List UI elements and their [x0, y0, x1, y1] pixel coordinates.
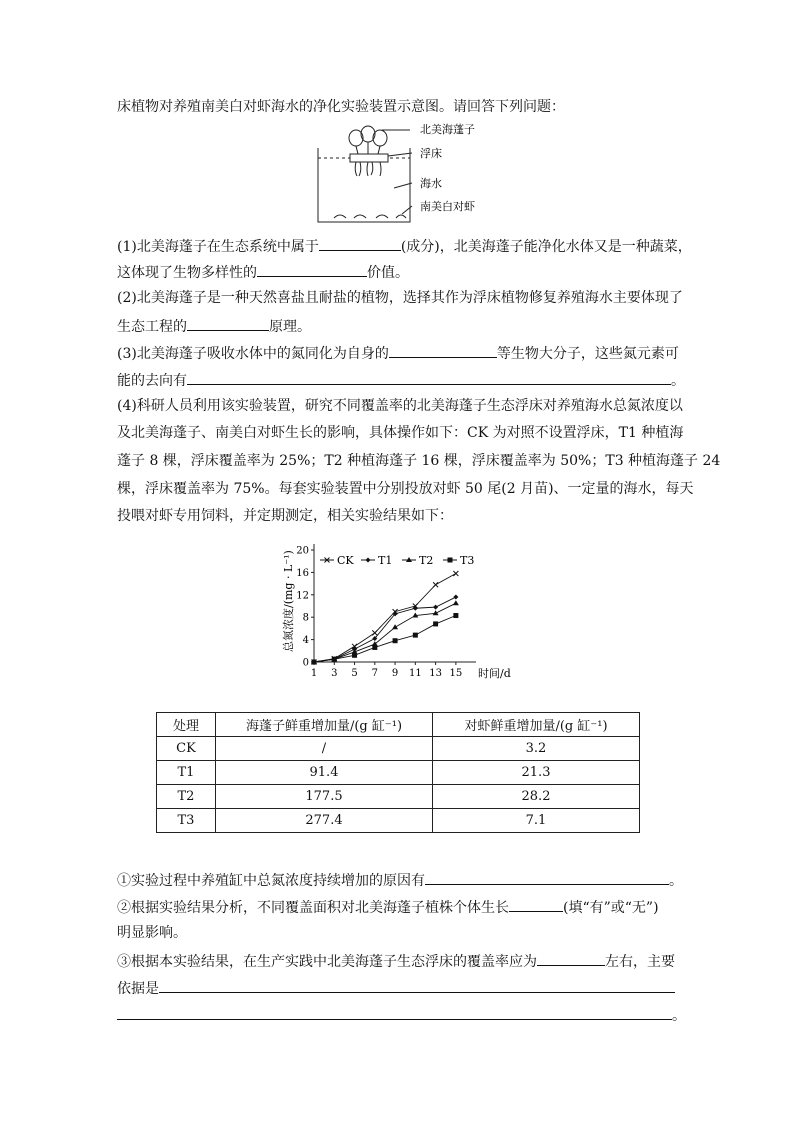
data-point — [312, 660, 317, 665]
answer-blank[interactable] — [509, 897, 563, 912]
subquestion-1: ①实验过程中养殖缸中总氮浓度持续增加的原因有 。 — [117, 870, 683, 890]
legend-label: T2 — [419, 554, 434, 567]
data-point — [453, 613, 458, 618]
question-2-line-2: 生态工程的 原理。 — [117, 316, 311, 336]
subquestion-3-line-2: 依据是 — [117, 978, 675, 998]
data-point — [453, 595, 458, 600]
answer-blank[interactable] — [319, 236, 401, 251]
float-bed — [350, 154, 388, 162]
x-tick-label: 5 — [351, 668, 358, 679]
label-plant: 北美海蓬子 — [420, 123, 475, 136]
data-point — [448, 558, 453, 563]
x-tick-label: 15 — [449, 668, 463, 679]
x-tick-label: 1 — [310, 668, 318, 679]
label-float-bed: 浮床 — [420, 147, 442, 160]
table-cell: T2 — [157, 785, 216, 809]
question-4-line-3: 蓬子 8 棵，浮床覆盖率为 25%；T2 种植海蓬子 16 棵，浮床覆盖率为 50%；T3 种植海蓬子 24 — [117, 453, 721, 469]
x-tick-label: 9 — [391, 668, 399, 679]
subquestion-2-line-2: 明显影响。 — [117, 925, 187, 941]
answer-blank[interactable] — [159, 978, 675, 993]
answer-blank[interactable] — [537, 951, 605, 966]
table-header: 处理 — [157, 713, 216, 737]
data-point — [433, 582, 438, 587]
table-cell: 91.4 — [216, 761, 433, 785]
data-point — [372, 630, 377, 635]
subquestion-3-line-1: ③根据本实验结果，在生产实践中北美海蓬子生态浮床的覆盖率应为 左右，主要 — [117, 951, 675, 971]
table-cell: 3.2 — [433, 737, 640, 761]
results-table — [156, 712, 640, 833]
table-cell: / — [216, 737, 433, 761]
x-axis-label: 时间/d — [478, 667, 511, 680]
data-point — [392, 624, 398, 629]
y-tick-label: 4 — [302, 635, 309, 647]
question-1-line-2: 这体现了生物多样性的 价值。 — [117, 262, 409, 282]
data-point — [393, 638, 398, 643]
table-header-row — [157, 713, 640, 737]
data-point — [413, 633, 418, 638]
table-row — [157, 809, 640, 833]
table-cell: 7.1 — [433, 809, 640, 833]
answer-blank[interactable] — [187, 370, 671, 385]
answer-blank[interactable] — [389, 343, 497, 358]
question-4-line-5: 投喂对虾专用饲料，并定期测定，相关实验结果如下： — [117, 508, 453, 524]
table-row — [157, 761, 640, 785]
plant-3 — [373, 130, 387, 146]
table-cell: 28.2 — [433, 785, 640, 809]
question-4-line-2: 及北美海蓬子、南美白对虾生长的影响，具体操作如下：CK 为对照不设置浮床，T1 种植海 — [117, 425, 684, 441]
data-point — [433, 605, 438, 610]
data-point — [366, 558, 371, 563]
question-3-line-1: (3)北美海蓬子吸收水体中的氮同化为自身的 等生物大分子，这些氮元素可 — [117, 343, 679, 363]
x-tick-label: 11 — [408, 668, 422, 679]
table-cell: 177.5 — [216, 785, 433, 809]
y-tick-label: 0 — [302, 657, 309, 669]
legend-label: CK — [337, 554, 354, 567]
x-tick-label: 7 — [371, 668, 378, 679]
table-cell: T1 — [157, 761, 216, 785]
subquestion-3-line-3: 。 — [117, 1005, 686, 1025]
apparatus-diagram — [310, 118, 530, 228]
y-tick-label: 16 — [296, 567, 309, 579]
legend-label: T3 — [460, 554, 475, 567]
series-line-ck — [314, 574, 456, 662]
legend-label: T1 — [378, 554, 393, 567]
label-seawater: 海水 — [420, 177, 442, 190]
data-point — [372, 645, 377, 650]
label-shrimp: 南美白对虾 — [420, 200, 475, 213]
answer-blank[interactable] — [257, 262, 367, 277]
x-tick-label: 13 — [429, 668, 442, 679]
table-cell: CK — [157, 737, 216, 761]
table-row — [157, 737, 640, 761]
shrimps — [334, 215, 406, 218]
answer-blank[interactable] — [117, 1005, 672, 1020]
question-2-line-1: (2)北美海蓬子是一种天然喜盐且耐盐的植物，选择其作为浮床植物修复养殖海水主要体现了 — [117, 290, 683, 306]
y-tick-label: 12 — [296, 590, 309, 602]
table-row — [157, 785, 640, 809]
x-tick-label: 3 — [331, 668, 338, 679]
answer-blank[interactable] — [187, 316, 269, 331]
question-4-line-1: (4)科研人员利用该实验装置，研究不同覆盖率的北美海蓬子生态浮床对养殖海水总氮浓度以 — [117, 398, 683, 414]
table-cell: 21.3 — [433, 761, 640, 785]
question-4-line-4: 棵，浮床覆盖率为 75%。每套实验装置中分别投放对虾 50 尾(2 月苗)、一定量的海水，每天 — [117, 481, 694, 497]
question-3-line-2: 能的去向有 。 — [117, 370, 685, 390]
intro-text: 床植物对养殖南美白对虾海水的净化实验装置示意图。请回答下列问题： — [117, 99, 565, 115]
y-tick-label: 8 — [302, 612, 309, 624]
answer-blank[interactable] — [425, 870, 669, 885]
data-point — [453, 571, 458, 576]
table-cell: T3 — [157, 809, 216, 833]
nitrogen-line-chart — [278, 540, 518, 690]
y-tick-label: 20 — [296, 545, 309, 557]
data-point — [433, 610, 439, 615]
data-point — [453, 600, 459, 605]
y-axis-label: 总氮浓度/(mg · L⁻¹) — [282, 550, 295, 652]
data-point — [352, 653, 357, 658]
question-1-line-1: (1)北美海蓬子在生态系统中属于 (成分)，北美海蓬子能净化水体又是一种蔬菜， — [117, 236, 692, 256]
roots — [355, 162, 381, 176]
table-header: 对虾鲜重增加量/(g 缸⁻¹) — [433, 713, 640, 737]
table-cell: 277.4 — [216, 809, 433, 833]
subquestion-2-line-1: ②根据实验结果分析，不同覆盖面积对北美海蓬子植株个体生长 (填“有”或“无”) — [117, 897, 659, 917]
table-header: 海蓬子鲜重增加量/(g 缸⁻¹) — [216, 713, 433, 737]
data-point — [433, 621, 438, 626]
data-point — [332, 657, 337, 662]
